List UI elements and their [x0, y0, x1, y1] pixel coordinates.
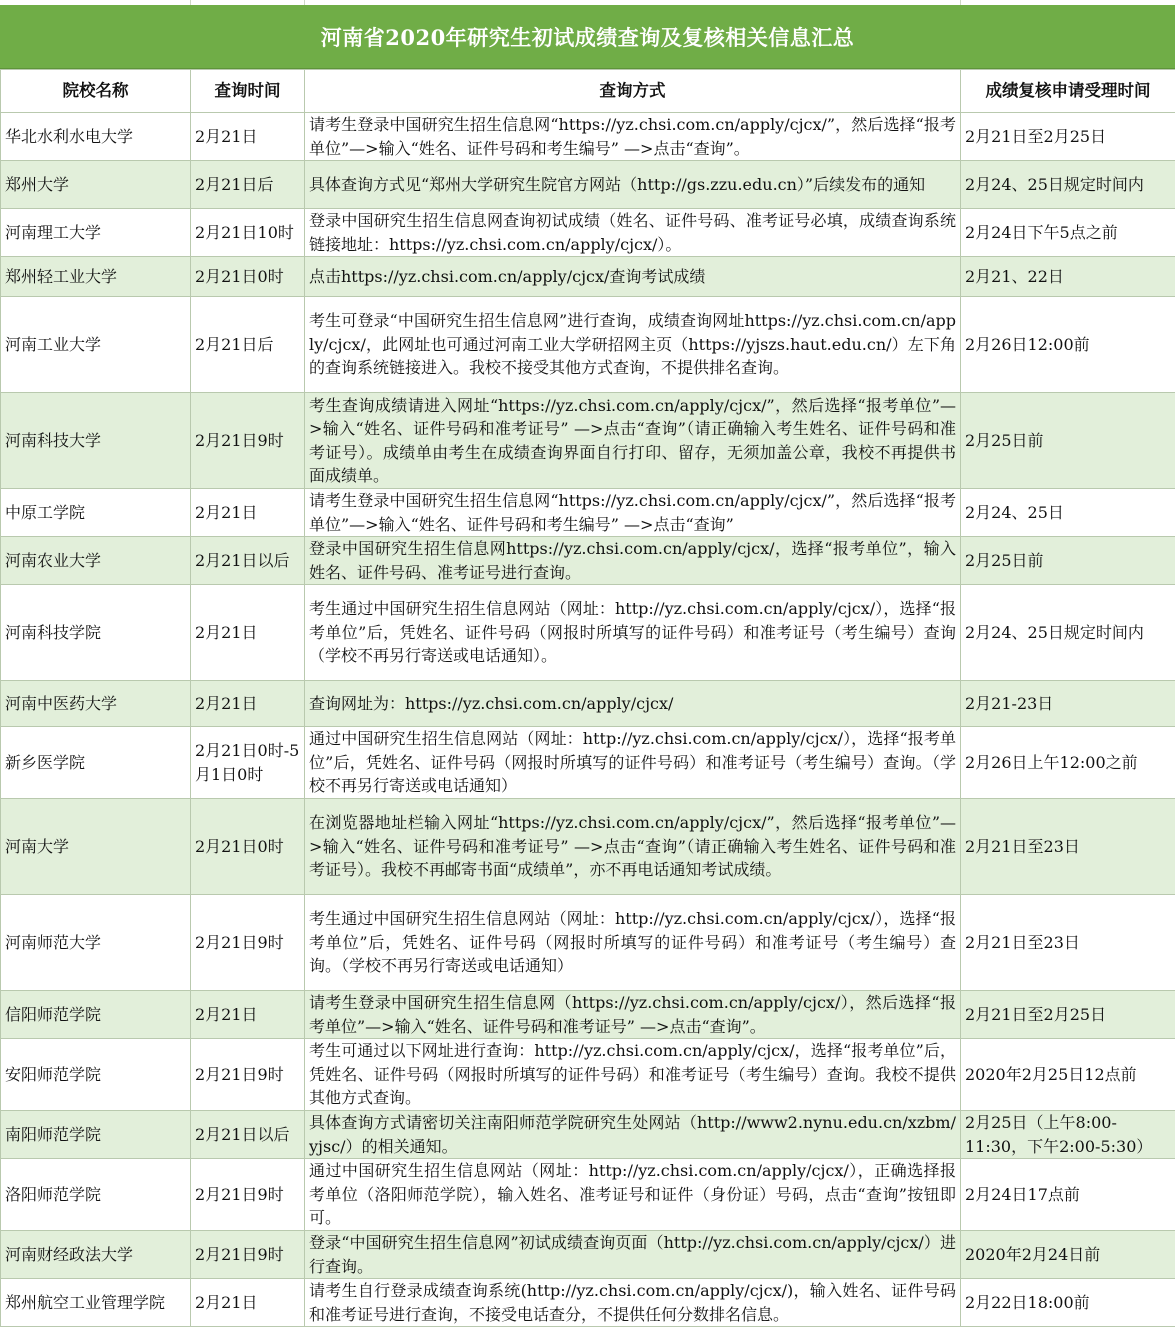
table-row [1, 991, 1175, 1039]
table-row [1, 257, 1175, 297]
table-row [1, 489, 1175, 537]
table-row [1, 1279, 1175, 1327]
query-time-cell: 2月21日以后 [191, 1111, 305, 1159]
query-time-cell: 2月21日 [191, 113, 305, 161]
table-row [1, 113, 1175, 161]
column-header-query-method: 查询方式 [305, 70, 961, 113]
table-row [1, 1159, 1175, 1231]
table-row [1, 209, 1175, 257]
review-time-cell: 2月21、22日 [961, 257, 1175, 297]
review-time-cell: 2月21日至23日 [961, 895, 1175, 991]
table-row [1, 585, 1175, 681]
query-time-cell: 2月21日 [191, 489, 305, 537]
query-time-cell: 2月21日9时 [191, 1231, 305, 1279]
query-time-cell: 2月21日后 [191, 161, 305, 209]
review-time-cell: 2020年2月24日前 [961, 1231, 1175, 1279]
query-method-cell: 在浏览器地址栏输入网址“https://yz.chsi.com.cn/apply/cjcx/”，然后选择“报考单位”—>输入“姓名、证件号码和准考证号” —>点击“查询”（请正确输入考生姓名、证件号码和准考证号）。我校不再邮寄书面“成绩单”，亦不再电话通知考试成绩。 [305, 799, 961, 895]
query-time-cell: 2月21日9时 [191, 1039, 305, 1111]
school-name-cell: 河南工业大学 [1, 297, 191, 393]
query-method-cell: 考生通过中国研究生招生信息网站（网址：http://yz.chsi.com.cn/apply/cjcx/），选择“报考单位”后，凭姓名、证件号码（网报时所填写的证件号码）和准考证号（考生编号）查询（学校不再另行寄送或电话通知）。 [305, 585, 961, 681]
review-time-cell: 2月21日至23日 [961, 799, 1175, 895]
table-row [1, 537, 1175, 585]
school-name-cell: 河南理工大学 [1, 209, 191, 257]
query-time-cell: 2月21日 [191, 1279, 305, 1327]
school-name-cell: 河南大学 [1, 799, 191, 895]
review-time-cell: 2月21日至2月25日 [961, 991, 1175, 1039]
query-method-cell: 登录“中国研究生招生信息网”初试成绩查询页面（http://yz.chsi.com.cn/apply/cjcx/）进行查询。 [305, 1231, 961, 1279]
query-method-cell: 考生通过中国研究生招生信息网站（网址：http://yz.chsi.com.cn/apply/cjcx/），选择“报考单位”后，凭姓名、证件号码（网报时所填写的证件号码）和准考证号（考生编号）查询。（学校不再另行寄送或电话通知） [305, 895, 961, 991]
query-method-cell: 请考生登录中国研究生招生信息网“https://yz.chsi.com.cn/apply/cjcx/”，然后选择“报考单位”—>输入“姓名、证件号码和考生编号” —>点击“查询”。 [305, 113, 961, 161]
page-title: 河南省2020年研究生初试成绩查询及复核相关信息汇总 [0, 5, 1175, 69]
school-name-cell: 洛阳师范学院 [1, 1159, 191, 1231]
review-time-cell: 2月25日前 [961, 537, 1175, 585]
review-time-cell: 2月24日下午5点之前 [961, 209, 1175, 257]
header-row [1, 70, 1175, 113]
query-method-cell: 请考生登录中国研究生招生信息网（https://yz.chsi.com.cn/apply/cjcx/），然后选择“报考单位”—>输入“姓名、证件号码和准考证号” —>点击“查询”。 [305, 991, 961, 1039]
query-time-cell: 2月21日 [191, 991, 305, 1039]
table-row [1, 799, 1175, 895]
query-time-cell: 2月21日以后 [191, 537, 305, 585]
query-method-cell: 具体查询方式见“郑州大学研究生院官方网站（http://gs.zzu.edu.cn）”后续发布的通知 [305, 161, 961, 209]
school-name-cell: 新乡医学院 [1, 727, 191, 799]
school-name-cell: 河南农业大学 [1, 537, 191, 585]
school-name-cell: 河南师范大学 [1, 895, 191, 991]
table-row [1, 681, 1175, 727]
table-row [1, 895, 1175, 991]
query-method-cell: 登录中国研究生招生信息网https://yz.chsi.com.cn/apply/cjcx/，选择“报考单位”，输入姓名、证件号码、准考证号进行查询。 [305, 537, 961, 585]
query-method-cell: 考生可登录“中国研究生招生信息网”进行查询，成绩查询网址https://yz.chsi.com.cn/apply/cjcx/，此网址也可通过河南工业大学研招网主页（https://yjszs.haut.edu.cn/）左下角的查询系统链接进入。我校不接受其他方式查询，不提供排名查询。 [305, 297, 961, 393]
table-row [1, 1231, 1175, 1279]
review-time-cell: 2月24、25日 [961, 489, 1175, 537]
school-name-cell: 河南财经政法大学 [1, 1231, 191, 1279]
column-header-school: 院校名称 [1, 70, 191, 113]
review-time-cell: 2月21日至2月25日 [961, 113, 1175, 161]
query-time-cell: 2月21日10时 [191, 209, 305, 257]
query-time-cell: 2月21日后 [191, 297, 305, 393]
review-time-cell: 2月26日12:00前 [961, 297, 1175, 393]
query-method-cell: 请考生登录中国研究生招生信息网“https://yz.chsi.com.cn/apply/cjcx/”，然后选择“报考单位”—>输入“姓名、证件号码和考生编号” —>点击“查询” [305, 489, 961, 537]
review-time-cell: 2月25日前 [961, 393, 1175, 489]
query-time-cell: 2月21日 [191, 681, 305, 727]
school-name-cell: 郑州轻工业大学 [1, 257, 191, 297]
query-method-cell: 通过中国研究生招生信息网站（网址：http://yz.chsi.com.cn/apply/cjcx/），正确选择报考单位（洛阳师范学院），输入姓名、准考证号和证件（身份证）号码，点击“查询”按钮即可。 [305, 1159, 961, 1231]
query-method-cell: 点击https://yz.chsi.com.cn/apply/cjcx/查询考试成绩 [305, 257, 961, 297]
query-time-cell: 2月21日0时 [191, 257, 305, 297]
table-row [1, 393, 1175, 489]
school-name-cell: 郑州大学 [1, 161, 191, 209]
query-method-cell: 具体查询方式请密切关注南阳师范学院研究生处网站（http://www2.nynu.edu.cn/xzbm/yjsc/）的相关通知。 [305, 1111, 961, 1159]
table-row [1, 297, 1175, 393]
table-row [1, 1111, 1175, 1159]
review-time-cell: 2月25日（上午8:00-11:30，下午2:00-5:30） [961, 1111, 1175, 1159]
table-row [1, 727, 1175, 799]
school-name-cell: 信阳师范学院 [1, 991, 191, 1039]
query-time-cell: 2月21日9时 [191, 1159, 305, 1231]
school-name-cell: 郑州航空工业管理学院 [1, 1279, 191, 1327]
query-method-cell: 查询网址为：https://yz.chsi.com.cn/apply/cjcx/ [305, 681, 961, 727]
query-time-cell: 2月21日 [191, 585, 305, 681]
query-time-cell: 2月21日0时 [191, 799, 305, 895]
query-time-cell: 2月21日0时-5月1日0时 [191, 727, 305, 799]
review-time-cell: 2月24、25日规定时间内 [961, 161, 1175, 209]
review-time-cell: 2月21-23日 [961, 681, 1175, 727]
review-time-cell: 2020年2月25日12点前 [961, 1039, 1175, 1111]
query-method-cell: 请考生自行登录成绩查询系统(http://yz.chsi.com.cn/apply/cjcx/)，输入姓名、证件号码和准考证号进行查询，不接受电话查分，不提供任何分数排名信息。 [305, 1279, 961, 1327]
query-time-cell: 2月21日9时 [191, 895, 305, 991]
query-method-cell: 登录中国研究生招生信息网查询初试成绩（姓名、证件号码、准考证号必填，成绩查询系统链接地址：https://yz.chsi.com.cn/apply/cjcx/）。 [305, 209, 961, 257]
school-name-cell: 华北水利水电大学 [1, 113, 191, 161]
review-time-cell: 2月26日上午12:00之前 [961, 727, 1175, 799]
column-header-review-time: 成绩复核申请受理时间 [961, 70, 1175, 113]
school-name-cell: 南阳师范学院 [1, 1111, 191, 1159]
table-row [1, 161, 1175, 209]
review-time-cell: 2月22日18:00前 [961, 1279, 1175, 1327]
review-time-cell: 2月24日17点前 [961, 1159, 1175, 1231]
query-method-cell: 考生查询成绩请进入网址“https://yz.chsi.com.cn/apply/cjcx/”，然后选择“报考单位”—>输入“姓名、证件号码和准考证号” —>点击“查询”（请正确输入考生姓名、证件号码和准考证号）。成绩单由考生在成绩查询界面自行打印、留存，无须加盖公章，我校不再提供书面成绩单。 [305, 393, 961, 489]
query-method-cell: 通过中国研究生招生信息网站（网址：http://yz.chsi.com.cn/apply/cjcx/），选择“报考单位”后，凭姓名、证件号码（网报时所填写的证件号码）和准考证号（考生编号）查询。（学校不再另行寄送或电话通知） [305, 727, 961, 799]
school-name-cell: 安阳师范学院 [1, 1039, 191, 1111]
query-method-cell: 考生可通过以下网址进行查询：http://yz.chsi.com.cn/apply/cjcx/，选择“报考单位”后，凭姓名、证件号码（网报时所填写的证件号码）和准考证号（考生编号）查询。我校不提供其他方式查询。 [305, 1039, 961, 1111]
info-table [0, 69, 1175, 1327]
review-time-cell: 2月24、25日规定时间内 [961, 585, 1175, 681]
school-name-cell: 中原工学院 [1, 489, 191, 537]
school-name-cell: 河南科技大学 [1, 393, 191, 489]
query-time-cell: 2月21日9时 [191, 393, 305, 489]
school-name-cell: 河南科技学院 [1, 585, 191, 681]
column-header-query-time: 查询时间 [191, 70, 305, 113]
table-row [1, 1039, 1175, 1111]
school-name-cell: 河南中医药大学 [1, 681, 191, 727]
